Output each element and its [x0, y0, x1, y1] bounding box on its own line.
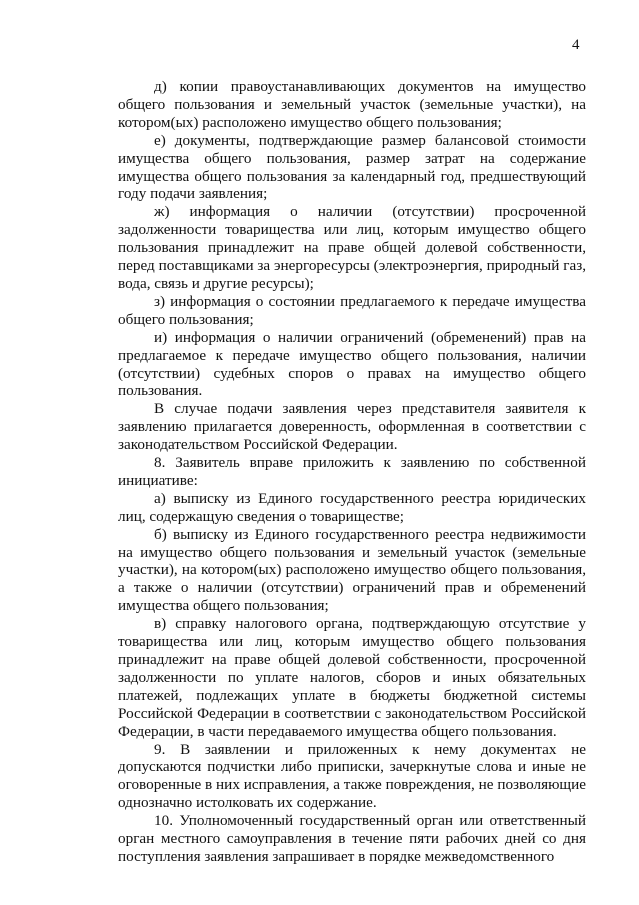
document-body [118, 78, 586, 866]
paragraph-8-optional-documents: 8. Заявитель вправе приложить к заявлению по собственной инициативе: [118, 454, 586, 489]
paragraph-v-tax-certificate: в) справку налогового органа, подтверждающую отсутствие у товарищества или лиц, которым имущество общего пользования принадлежит на праве общей долевой собственности, просроченной задолженности по уплате налогов, сборов и иных обязательных платежей, подлежащих уплате в бюджеты бюджетной системы Российской Федерации в соответствии с законодательством Российской Федерации, в части передаваемого имущества общего пользования. [118, 615, 586, 740]
paragraph-9-no-corrections: 9. В заявлении и приложенных к нему документах не допускаются подчистки либо приписки, зачеркнутые слова и иные не оговоренные в них исправления, а также повреждения, не позволяющие однозначно истолковать их содержание. [118, 740, 586, 812]
paragraph-10-interagency-request: 10. Уполномоченный государственный орган или ответственный орган местного самоуправления в течение пяти рабочих дней со дня поступления заявления запрашивает в порядке межведомственного [118, 812, 586, 865]
paragraph-b-real-estate-extract: б) выписку из Единого государственного реестра недвижимости на имущество общего пользования и земельный участок (земельные участки), на котором(ых) расположено имущество общего пользования, а также о наличии (отсутствии) ограничений прав и обременений имущества общего пользования; [118, 525, 586, 615]
paragraph-d-title-documents: д) копии правоустанавливающих документов на имущество общего пользования и земельный участок (земельные участки), на котором(ых) расположено имущество общего пользования; [118, 78, 586, 131]
paragraph-a-legal-entities-extract: а) выписку из Единого государственного реестра юридических лиц, содержащую сведения о товариществе; [118, 489, 586, 525]
paragraph-zh-debt-information: ж) информация о наличии (отсутствии) просроченной задолженности товарищества или лиц, которым имущество общего пользования принадлежит на праве общей долевой собственности, перед поставщиками за энергоресурсы (электроэнергия, природный газ, вода, связь и другие ресурсы); [118, 203, 586, 292]
paragraph-e-balance-documents: е) документы, подтверждающие размер балансовой стоимости имущества общего пользования, размер затрат на содержание имущества общего пользования за календарный год, предшествующий году подачи заявления; [118, 131, 586, 203]
paragraph-representative: В случае подачи заявления через представителя заявителя к заявлению прилагается доверенность, оформленная в соответствии с законодательством Российской Федерации. [118, 400, 586, 454]
paragraph-i-encumbrances: и) информация о наличии ограничений (обременений) прав на предлагаемое к передаче имущество общего пользования, наличии (отсутствии) судебных споров о правах на имущество общего пользования. [118, 328, 586, 400]
paragraph-z-property-condition: з) информация о состоянии предлагаемого к передаче имущества общего пользования; [118, 292, 586, 328]
page-number: 4 [572, 37, 580, 53]
